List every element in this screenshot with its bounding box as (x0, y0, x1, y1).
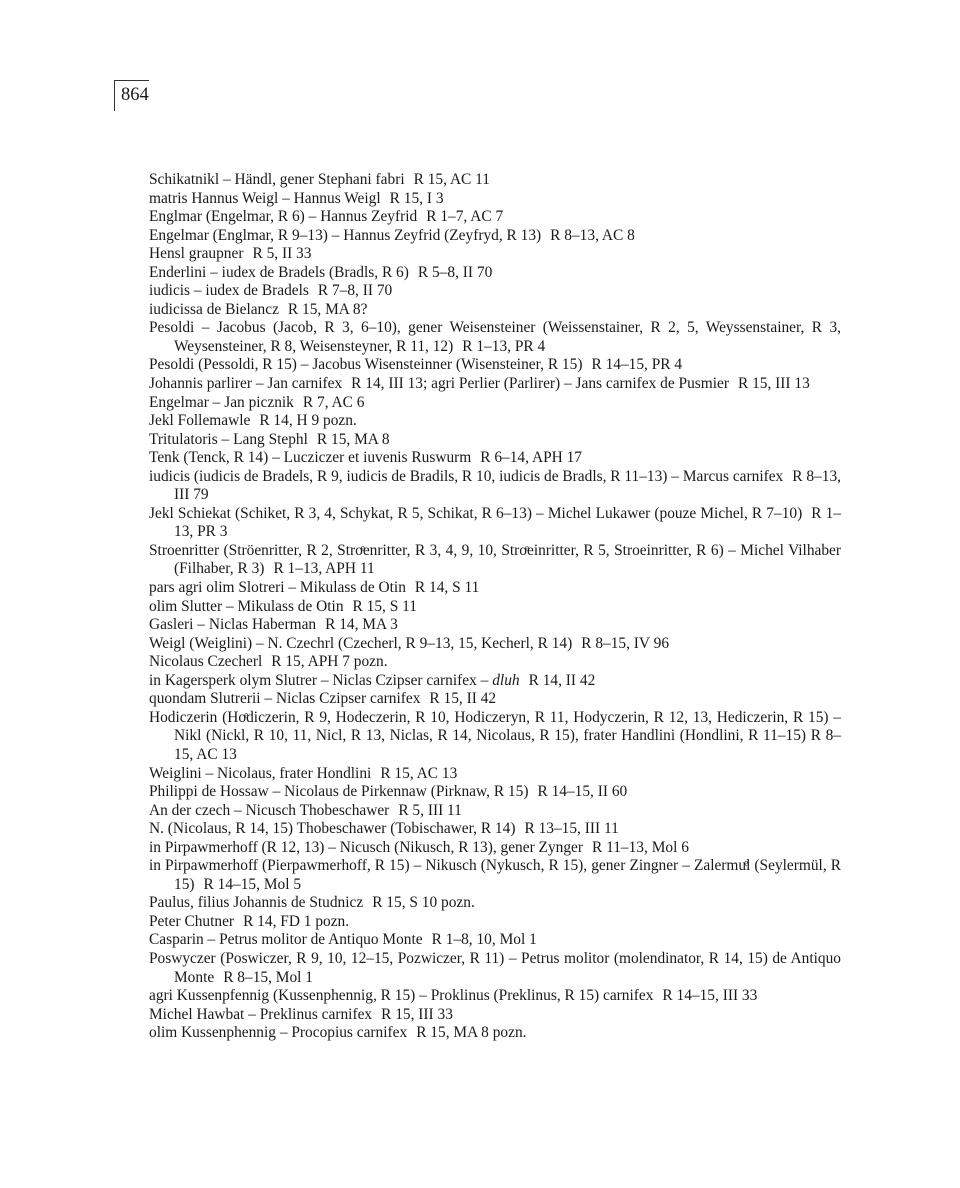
register-entry (149, 264, 841, 283)
register-entry (149, 950, 841, 987)
register-entry (149, 913, 841, 932)
entry-reference: R 14–15, PR 4 (591, 356, 683, 374)
entry-text: agri Kussenpfennig (Kussenphennig, R 15) – Proklinus (Preklinus, R 15) carnifex (149, 987, 654, 1005)
entry-reference: R 14, III 13; agri Perlier (Parlirer) – Jans carnifex de Pusmier (351, 375, 729, 393)
entry-text: Tritulatoris – Lang Stephl (149, 430, 308, 448)
entry-text: Weiglini – Nicolaus, frater Hondlini (149, 764, 372, 782)
register-entry (149, 1024, 841, 1043)
entry-reference: R 14, II 42 (528, 671, 596, 689)
register-entry (149, 505, 841, 542)
entry-text: An der czech – Nicusch Thobeschawer (149, 801, 390, 819)
entry-reference: R 14, S 11 (414, 579, 480, 597)
register-entry (149, 542, 841, 579)
entry-text: iudicissa de Bielancz (149, 300, 279, 318)
entry-text: Gasleri – Niclas Haberman (149, 616, 317, 634)
register-entry (149, 190, 841, 209)
entry-text: Enderlini – iudex de Bradels (Bradls, R 6) (149, 263, 409, 281)
register-entry (149, 783, 841, 802)
entry-reference: R 1–13, PR 4 (462, 337, 546, 355)
entry-reference: R 11–13, Mol 6 (591, 838, 689, 856)
entry-text: Michel Hawbat – Preklinus carnifex (149, 1005, 373, 1023)
entry-text: Weigl (Weiglini) – N. Czechrl (Czecherl, R 9–13, 15, Kecherl, R 14) (149, 634, 573, 652)
entry-text: Paulus, filius Johannis de Studnicz (149, 894, 364, 912)
register-entry (149, 375, 841, 394)
entry-reference: R 14–15, II 60 (537, 783, 628, 801)
entry-reference: R 8–15, IV 96 (581, 634, 670, 652)
entry-reference: R 8–15, Mol 1 (223, 968, 313, 986)
entry-text: olim Slutter – Mikulass de Otin (149, 597, 344, 615)
register-entry (149, 1006, 841, 1025)
entry-text: Tenk (Tenck, R 14) – Lucziczer et iuvenis Ruswurm (149, 449, 472, 467)
register-entry (149, 598, 841, 617)
entry-text: quondam Slutrerii – Niclas Czipser carnifex (149, 690, 421, 708)
register-entry (149, 987, 841, 1006)
page-number-corner (114, 80, 149, 111)
entry-reference: R 15, S 11 (352, 597, 417, 615)
entry-text: olim Kussenphennig – Procopius carnifex (149, 1024, 408, 1042)
entry-text: Stroenritter (Ströenritter, R 2, Stroͤenritter, R 3, 4, 9, 10, Stroͤeinritter, R 5, Stroeinritter, R 6) – Michel Vilhaber (Filhaber, R 3) (149, 541, 841, 578)
entry-reference: R 14–15, Mol 5 (203, 875, 302, 893)
register-entry (149, 820, 841, 839)
entry-reference: R 8–13, AC 8 (550, 226, 635, 244)
register-entries (149, 171, 841, 1043)
entry-reference: R 13–15, III 11 (524, 820, 619, 838)
entry-text: in Kagersperk olym Slutrer – Niclas Czipser carnifex – (149, 671, 489, 689)
entry-text: Jekl Follemawle (149, 412, 251, 430)
register-entry (149, 857, 841, 894)
entry-reference: R 5–8, II 70 (417, 263, 493, 281)
entry-reference: R 15, III 33 (381, 1005, 453, 1023)
entry-reference: R 15, III 13 (737, 375, 810, 393)
register-entry (149, 356, 841, 375)
entry-text: Nicolaus Czecherl (149, 653, 263, 671)
entry-text: in Pirpawmerhoff (Pierpawmerhoff, R 15) – Nikusch (Nykusch, R 15), gener Zingner – Zalermuͤl (Seylermül, R 15) (149, 857, 841, 893)
entry-text: Englmar (Engelmar, R 6) – Hannus Zeyfrid (149, 208, 418, 226)
register-entry (149, 171, 841, 190)
entry-reference: R 8–13, III 79 (174, 467, 841, 504)
entry-reference: R 14, FD 1 pozn. (243, 912, 350, 930)
entry-text: Poswyczer (Poswiczer, R 9, 10, 12–15, Pozwiczer, R 11) – Petrus molitor (molendinator, R 14, 15) de Antiquo Monte (149, 949, 841, 986)
entry-reference: R 15, MA 8 (316, 430, 390, 448)
entry-reference: R 1–13, APH 11 (273, 560, 375, 578)
entry-reference: R 15, I 3 (389, 189, 444, 207)
entry-text: in Pirpawmerhoff (R 12, 13) – Nicusch (Nikusch, R 13), gener Zynger (149, 838, 583, 856)
entry-reference: R 14, H 9 pozn. (259, 412, 357, 430)
entry-reference: R 15, MA 8 pozn. (416, 1024, 527, 1042)
entry-reference: R 1–7, AC 7 (426, 208, 504, 226)
register-entry (149, 412, 841, 431)
entry-reference: R 14–15, III 33 (662, 987, 758, 1005)
register-entry (149, 431, 841, 450)
entry-text: iudicis – iudex de Bradels (149, 282, 309, 300)
entry-reference: R 5, III 11 (398, 801, 462, 819)
register-entry (149, 672, 841, 691)
register-entry (149, 579, 841, 598)
entry-reference: R 7–8, II 70 (317, 282, 393, 300)
entry-text: Peter Chutner (149, 912, 235, 930)
register-entry (149, 319, 841, 356)
entry-text: Pesoldi (Pessoldi, R 15) – Jacobus Wisensteinner (Wisensteiner, R 15) (149, 356, 583, 374)
entry-reference: R 15, AC 11 (413, 171, 490, 188)
register-entry (149, 653, 841, 672)
register-entry (149, 468, 841, 505)
entry-reference: R 15, AC 13 (380, 764, 458, 782)
register-entry (149, 931, 841, 950)
register-entry (149, 616, 841, 635)
entry-text: Engelmar (Englmar, R 9–13) – Hannus Zeyfrid (Zeyfryd, R 13) (149, 226, 542, 244)
entry-reference: R 15, MA 8? (287, 300, 368, 318)
entry-text: N. (Nicolaus, R 14, 15) Thobeschawer (Tobischawer, R 14) (149, 820, 516, 838)
register-entry (149, 282, 841, 301)
register-entry (149, 802, 841, 821)
register-entry (149, 839, 841, 858)
register-entry (149, 208, 841, 227)
entry-reference: R 1–8, 10, Mol 1 (431, 931, 537, 949)
register-entry (149, 709, 841, 765)
register-entry (149, 394, 841, 413)
entry-text: Philippi de Hossaw – Nicolaus de Pirkennaw (Pirknaw, R 15) (149, 783, 529, 801)
entry-text: pars agri olim Slotreri – Mikulass de Otin (149, 579, 406, 597)
entry-text: Hensl graupner (149, 245, 244, 263)
entry-text: iudicis (iudicis de Bradels, R 9, iudicis de Bradils, R 10, iudicis de Bradls, R 11–13) – Marcus carnifex (149, 467, 784, 485)
entry-reference: R 7, AC 6 (302, 393, 365, 411)
entry-reference: R 6–14, APH 17 (480, 449, 583, 467)
entry-reference: R 15, APH 7 pozn. (271, 653, 388, 671)
entry-text: Hodiczerin (Hoͤdiczerin, R 9, Hodeczerin, R 10, Hodiczeryn, R 11, Hodyczerin, R 12, 13, Hediczerin, R 15) – Nikl (Nickl, R 10, 11, Nicl, R 13, Niclas, R 14, Nicolaus, R 15), frater Handlini (Hondlini, R 11–15) R 8–15, AC 13 (149, 708, 841, 763)
entry-reference: R 15, II 42 (429, 690, 497, 708)
register-entry (149, 765, 841, 784)
register-entry (149, 635, 841, 654)
register-entry (149, 301, 841, 320)
register-entry (149, 690, 841, 709)
entry-reference: R 1–13, PR 3 (174, 504, 841, 541)
entry-text: matris Hannus Weigl – Hannus Weigl (149, 189, 381, 207)
register-entry (149, 894, 841, 913)
entry-text: Engelmar – Jan picznik (149, 393, 294, 411)
entry-reference: R 5, II 33 (252, 245, 312, 263)
register-entry (149, 449, 841, 468)
entry-text: Casparin – Petrus molitor de Antiquo Monte (149, 931, 423, 949)
entry-text: Jekl Schiekat (Schiket, R 3, 4, Schykat, R 5, Schikat, R 6–13) – Michel Lukawer (pouze Michel, R 7–10) (149, 504, 803, 522)
entry-italic-note: dluh (492, 671, 520, 689)
entry-reference: R 15, S 10 pozn. (372, 894, 475, 912)
register-entry (149, 227, 841, 246)
entry-text: Schikatnikl – Händl, gener Stephani fabri (149, 171, 405, 188)
entry-reference: R 14, MA 3 (325, 616, 398, 634)
entry-text: Pesoldi – Jacobus (Jacob, R 3, 6–10), gener Weisensteiner (Weissenstainer, R 2, 5, Weyssenstainer, R 3, Weysensteiner, R 8, Weisensteyner, R 11, 12) (149, 319, 841, 355)
register-entry (149, 245, 841, 264)
entry-text: Johannis parlirer – Jan carnifex (149, 375, 343, 393)
page-number: 864 (121, 85, 149, 105)
